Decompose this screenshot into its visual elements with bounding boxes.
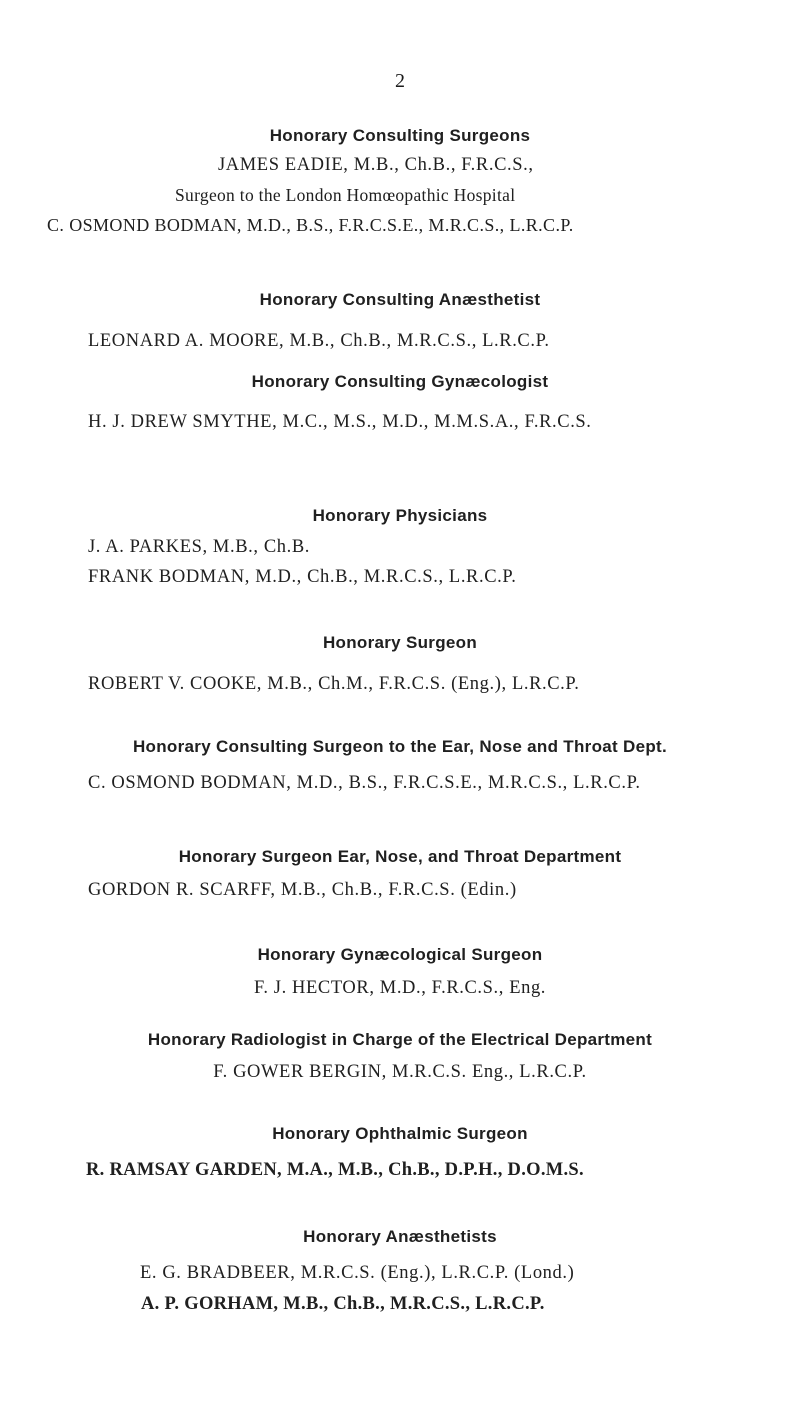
heading-physicians: Honorary Physicians: [312, 506, 488, 525]
entry-line: R. RAMSAY GARDEN, M.A., M.B., Ch.B., D.P.H., D.O.M.S.: [86, 1160, 584, 1180]
entry-line: JAMES EADIE, M.B., Ch.B., F.R.C.S.,: [218, 155, 534, 175]
entry-line: J. A. PARKES, M.B., Ch.B.: [88, 537, 310, 557]
heading-surgeon: Honorary Surgeon: [322, 633, 478, 652]
heading-gynaecological-surgeon: Honorary Gynæcological Surgeon: [257, 945, 543, 964]
entry-line: C. OSMOND BODMAN, M.D., B.S., F.R.C.S.E., M.R.C.S., L.R.C.P.: [47, 215, 574, 235]
heading-consulting-gynaecologist: Honorary Consulting Gynæcologist: [251, 372, 549, 391]
entry-line: F. GOWER BERGIN, M.R.C.S. Eng., L.R.C.P.: [213, 1062, 587, 1082]
entry-line: H. J. DREW SMYTHE, M.C., M.S., M.D., M.M.S.A., F.R.C.S.: [88, 412, 592, 432]
entry-line: GORDON R. SCARFF, M.B., Ch.B., F.R.C.S. (Edin.): [88, 880, 517, 900]
entry-line: ROBERT V. COOKE, M.B., Ch.M., F.R.C.S. (Eng.), L.R.C.P.: [88, 674, 580, 694]
entry-line: FRANK BODMAN, M.D., Ch.B., M.R.C.S., L.R.C.P.: [88, 567, 517, 587]
entry-line: C. OSMOND BODMAN, M.D., B.S., F.R.C.S.E., M.R.C.S., L.R.C.P.: [88, 773, 641, 793]
heading-ent-surgeon: Honorary Surgeon Ear, Nose, and Throat Department: [178, 847, 622, 866]
entry-line: A. P. GORHAM, M.B., Ch.B., M.R.C.S., L.R.C.P.: [141, 1294, 545, 1314]
entry-line: E. G. BRADBEER, M.R.C.S. (Eng.), L.R.C.P. (Lond.): [140, 1263, 575, 1283]
entry-subline: Surgeon to the London Homœopathic Hospital: [175, 185, 516, 205]
heading-ent-consulting-surgeon: Honorary Consulting Surgeon to the Ear, Nose and Throat Dept.: [132, 737, 667, 756]
heading-consulting-anaesthetist: Honorary Consulting Anæsthetist: [259, 290, 541, 309]
heading-consulting-surgeons: Honorary Consulting Surgeons: [269, 126, 531, 145]
entry-line: LEONARD A. MOORE, M.B., Ch.B., M.R.C.S., L.R.C.P.: [88, 331, 550, 351]
entry-line: F. J. HECTOR, M.D., F.R.C.S., Eng.: [253, 978, 547, 998]
page-number: 2: [395, 70, 405, 92]
heading-radiologist: Honorary Radiologist in Charge of the Electrical Department: [147, 1030, 653, 1049]
heading-ophthalmic-surgeon: Honorary Ophthalmic Surgeon: [272, 1124, 528, 1143]
heading-anaesthetists: Honorary Anæsthetists: [303, 1227, 497, 1246]
